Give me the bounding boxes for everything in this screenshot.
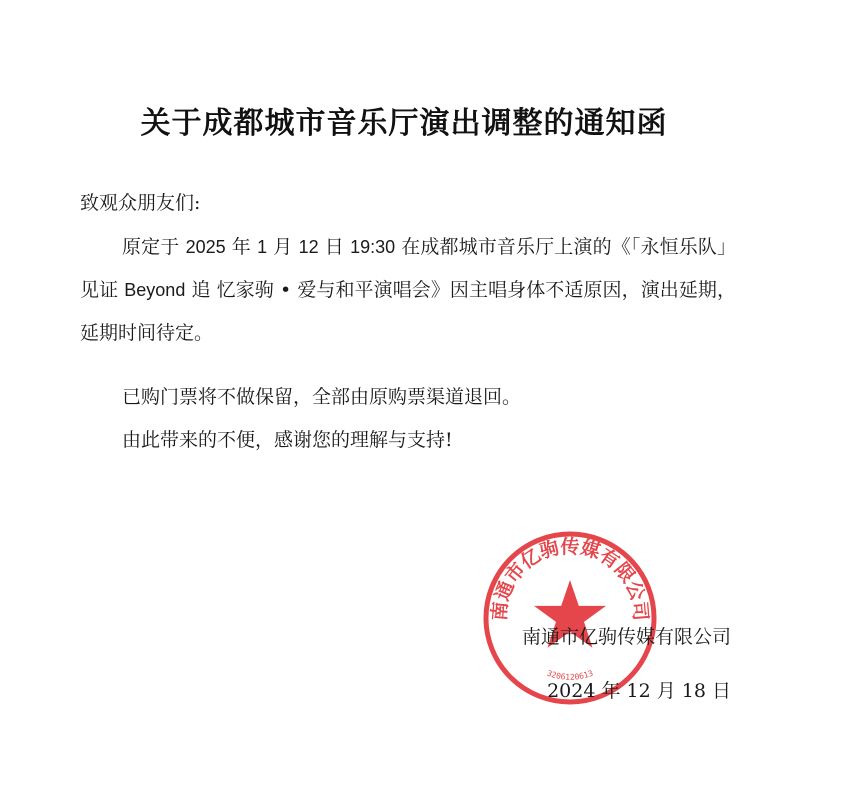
- month-unit: 月: [267, 236, 299, 258]
- text-before-year: 原定于: [122, 236, 186, 258]
- month-value: 1: [257, 237, 268, 257]
- time-value: 19:30: [350, 237, 396, 257]
- year-value: 2025: [185, 237, 226, 257]
- paragraph-apology: 由此带来的不便，感谢您的理解与支持!: [122, 429, 453, 451]
- paragraph-refund: 已购门票将不做保留，全部由原购票渠道退回。: [122, 386, 522, 408]
- salutation: 致观众朋友们:: [80, 192, 201, 214]
- signature-company: 南通市亿驹传媒有限公司: [521, 626, 731, 648]
- seal-number: 3206120613: [545, 668, 595, 682]
- band-name: Beyond: [124, 280, 186, 300]
- day-value: 12: [298, 237, 319, 257]
- seal-text: 南通市亿驹传媒有限公司: [488, 535, 652, 622]
- venue-text: 在成都城市音乐厅上演的《「永恒乐队」见证: [80, 236, 736, 301]
- day-unit: 日: [318, 236, 351, 258]
- show-rest-text: 追 忆家驹 • 爱与和平演唱会》因主唱身体不适原因，演出延期，延期时间待定。: [80, 279, 736, 344]
- document-title: 关于成都城市音乐厅演出调整的通知函: [140, 106, 668, 141]
- paragraph-postponement: [80, 226, 736, 355]
- signature-date: 2024 年 12 月 18 日: [547, 680, 731, 702]
- year-unit: 年: [225, 236, 258, 258]
